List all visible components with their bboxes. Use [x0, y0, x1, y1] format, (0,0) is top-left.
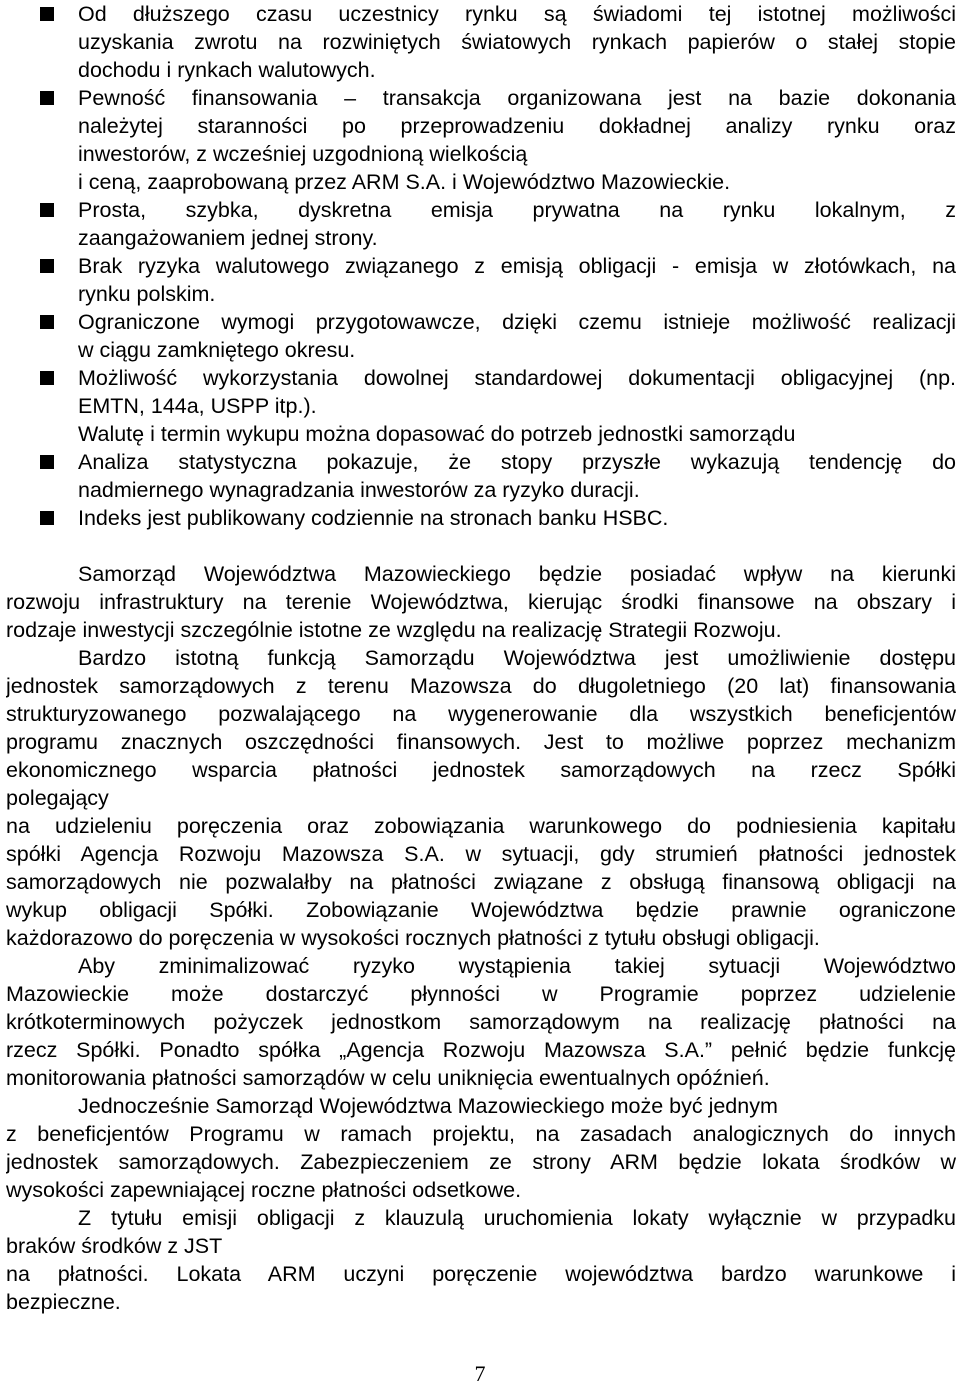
paragraph-line: wysokości zapewniającej roczne płatności odsetkowe. [6, 1178, 522, 1202]
list-item-line: zaangażowaniem jednej strony. [78, 226, 378, 250]
paragraph-line: strukturyzowanego pozwalającego na wygenerowanie dla wszystkich beneficjentów [6, 702, 956, 726]
paragraph-line: Z tytułu emisji obligacji z klauzulą uruchomienia lokaty wyłącznie w przypadku [78, 1206, 956, 1230]
paragraph-line: bezpieczne. [6, 1290, 121, 1314]
paragraph-line: krótkoterminowych pożyczek jednostkom samorządowym na realizację płatności na [6, 1010, 956, 1034]
bullet-marker [40, 455, 54, 469]
paragraph-line: monitorowania płatności samorządów w celu uniknięcia ewentualnych opóźnień. [6, 1066, 770, 1090]
bullet-marker [40, 315, 54, 329]
paragraph-line: rodzaje inwestycji szczególnie istotne ze względu na realizację Strategii Rozwoju. [6, 618, 782, 642]
paragraph-line: jednostek samorządowych z terenu Mazowsza do długoletniego (20 lat) finansowania [6, 674, 956, 698]
paragraph-line: rzecz Spółki. Ponadto spółka „Agencja Rozwoju Mazowsza S.A.” pełnić będzie funkcję [6, 1038, 956, 1062]
list-item-line: Ograniczone wymogi przygotowawcze, dzięki czemu istnieje możliwość realizacji [78, 310, 956, 334]
paragraph-line: braków środków z JST [6, 1234, 223, 1258]
list-item-line: Pewność finansowania – transakcja organizowana jest na bazie dokonania [78, 86, 956, 110]
list-item-line: Prosta, szybka, dyskretna emisja prywatna na rynku lokalnym, z [78, 198, 956, 222]
paragraph-line: wykup obligacji Spółki. Zobowiązanie Województwa będzie prawnie ograniczone [6, 898, 956, 922]
list-item-line: Brak ryzyka walutowego związanego z emisją obligacji - emisja w złotówkach, na [78, 254, 956, 278]
paragraph-line: Aby zminimalizować ryzyko wystąpienia takiej sytuacji Województwo [78, 954, 956, 978]
list-item-line: dochodu i rynkach walutowych. [78, 58, 376, 82]
bullet-marker [40, 259, 54, 273]
bullet-marker [40, 7, 54, 21]
list-item-line: Indeks jest publikowany codziennie na stronach banku HSBC. [78, 506, 669, 530]
paragraph-line: ekonomicznego wsparcia płatności jednostek samorządowych na rzecz Spółki [6, 758, 956, 782]
paragraph-line: Bardzo istotną funkcją Samorządu Województwa jest umożliwienie dostępu [78, 646, 956, 670]
list-item-line: Od dłuższego czasu uczestnicy rynku są świadomi tej istotnej możliwości [78, 2, 956, 26]
paragraph-line: polegający [6, 786, 109, 810]
list-item-line: uzyskania zwrotu na rozwiniętych światowych rynkach papierów o stałej stopie [78, 30, 956, 54]
paragraph-line: samorządowych nie pozwalałby na płatności związane z obsługą finansową obligacji na [6, 870, 956, 894]
bullet-marker [40, 511, 54, 525]
paragraph-line: na udzieleniu poręczenia oraz zobowiązania warunkowego do podniesienia kapitału [6, 814, 956, 838]
paragraph-line: Samorząd Województwa Mazowieckiego będzie posiadać wpływ na kierunki [78, 562, 956, 586]
paragraph-line: z beneficjentów Programu w ramach projektu, na zasadach analogicznych do innych [6, 1122, 956, 1146]
paragraph-line: rozwoju infrastruktury na terenie Województwa, kierując środki finansowe na obszary i [6, 590, 956, 614]
list-item-line: i ceną, zaaprobowaną przez ARM S.A. i Województwo Mazowieckie. [78, 170, 731, 194]
list-item-line: rynku polskim. [78, 282, 216, 306]
paragraph-line: Jednocześnie Samorząd Województwa Mazowieckiego może być jednym [78, 1094, 778, 1118]
list-item-line: inwestorów, z wcześniej uzgodnioną wielkością [78, 142, 528, 166]
bullet-marker [40, 371, 54, 385]
paragraph-line: Mazowieckie może dostarczyć płynności w Programie poprzez udzielenie [6, 982, 956, 1006]
paragraph-line: programu znacznych oszczędności finansowych. Jest to możliwe poprzez mechanizm [6, 730, 956, 754]
bullet-marker [40, 91, 54, 105]
paragraph-line: każdorazowo do poręczenia w wysokości rocznych płatności z tytułu obsługi obligacji. [6, 926, 820, 950]
paragraph-line: spółki Agencja Rozwoju Mazowsza S.A. w sytuacji, gdy strumień płatności jednostek [6, 842, 956, 866]
bullet-marker [40, 203, 54, 217]
paragraph-line: na płatności. Lokata ARM uczyni poręczenie województwa bardzo warunkowe i [6, 1262, 956, 1286]
list-item-line: należytej staranności po przeprowadzeniu dokładnej analizy rynku oraz [78, 114, 956, 138]
list-item-line: Walutę i termin wykupu można dopasować do potrzeb jednostki samorządu [78, 422, 796, 446]
list-item-line: EMTN, 144a, USPP itp.). [78, 394, 317, 418]
paragraph-line: jednostek samorządowych. Zabezpieczeniem ze strony ARM będzie lokata środków w [6, 1150, 956, 1174]
list-item-line: w ciągu zamkniętego okresu. [78, 338, 356, 362]
list-item-line: Analiza statystyczna pokazuje, że stopy przyszłe wykazują tendencję do [78, 450, 956, 474]
list-item-line: nadmiernego wynagradzania inwestorów za ryzyko duracji. [78, 478, 640, 502]
list-item-line: Możliwość wykorzystania dowolnej standardowej dokumentacji obligacyjnej (np. [78, 366, 956, 390]
page-number: 7 [474, 1361, 486, 1386]
